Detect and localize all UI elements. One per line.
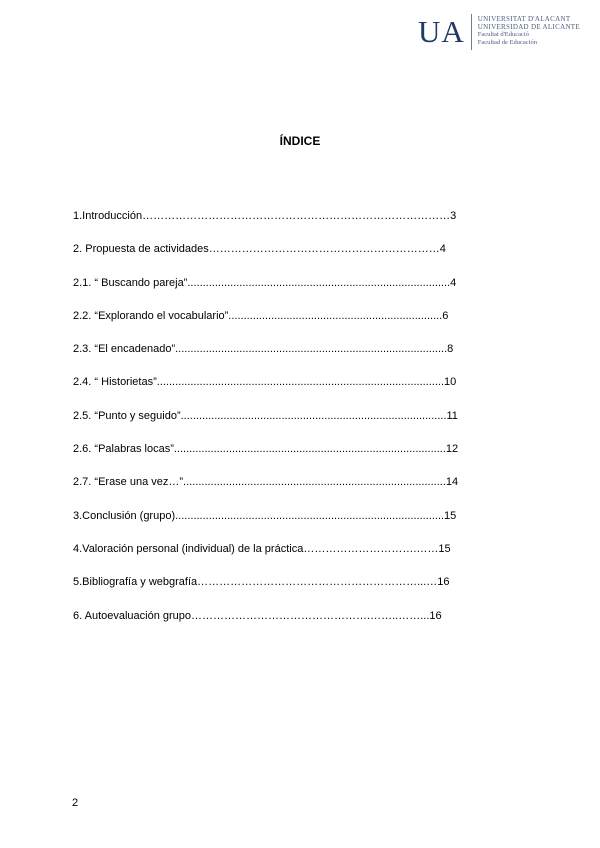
toc-entry-valoracion-personal[interactable]: 4.Valoración personal (individual) de la práctica………………………….……15	[73, 542, 451, 555]
logo-line-1: UNIVERSITAT D'ALACANT	[477, 15, 571, 23]
toc-entry-palabras-locas[interactable]: 2.6. “Palabras locas”.........................................................................................12	[73, 443, 459, 456]
logo-line-3: Facultat d'Educació	[477, 31, 529, 38]
toc-entry-autoevaluacion[interactable]: 6. Autoevaluación grupo………………………………………….……..……...16	[73, 609, 442, 622]
toc-entry-historietas[interactable]: 2.4. “ Historietas”..............................................................................................10	[73, 376, 457, 389]
toc-entry-explorando-vocabulario[interactable]: 2.2. “Explorando el vocabulario”......................................................................6	[73, 309, 449, 322]
university-logo	[418, 12, 580, 52]
toc-entry-introduccion[interactable]: 1.Introducción…………………………………………………………………………3	[73, 210, 457, 222]
toc-entry-propuesta-actividades[interactable]: 2. Propuesta de actividades………………………………………………………4	[73, 243, 446, 256]
logo-line-4: Facultad de Educación	[477, 39, 537, 46]
logo-divider	[471, 14, 472, 50]
toc-entry-punto-y-seguido[interactable]: 2.5. “Punto y seguido”.......................................................................................11	[73, 409, 458, 422]
toc-entry-el-encadenado[interactable]: 2.3. “El encadenado”.........................................................................................8	[73, 343, 454, 356]
logo-text	[478, 15, 580, 47]
table-of-contents	[73, 209, 498, 642]
page-title: ÍNDICE	[279, 134, 321, 148]
logo-line-2: UNIVERSIDAD DE ALICANTE	[477, 23, 580, 31]
page-number: 2	[72, 797, 79, 809]
toc-entry-bibliografia[interactable]: 5.Bibliografía y webgrafía……………………………………………………...…16	[73, 576, 450, 589]
toc-entry-erase-una-vez[interactable]: 2.7. “Erase una vez…”......................................................................................14	[73, 476, 459, 489]
toc-entry-conclusion[interactable]: 3.Conclusión (grupo)........................................................................................15	[73, 509, 457, 522]
ua-logo-mark: UA	[418, 14, 465, 49]
toc-entry-buscando-pareja[interactable]: 2.1. “ Buscando pareja”......................................................................................4	[73, 276, 457, 289]
